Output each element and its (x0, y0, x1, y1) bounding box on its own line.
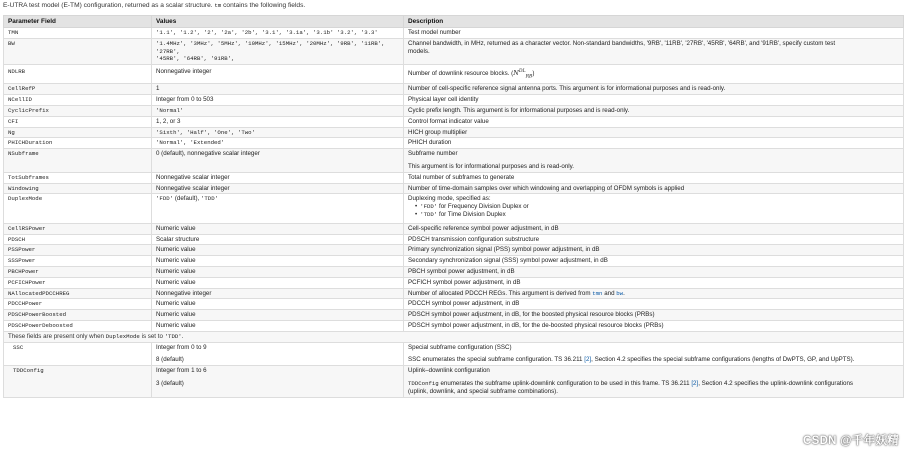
table-row-cellrefp (4, 84, 904, 95)
values-line: '1.4MHz', '3MHz', '5MHz', '10MHz', '15MHz', '20MHz', '9RB', '11RB', '27RB', (156, 39, 385, 55)
field-description: PCFICH symbol power adjustment, in dB (404, 277, 904, 288)
table-row-ssc (4, 342, 904, 366)
field-name: SSSPower (4, 256, 152, 267)
field-description: PDSCH transmission configuration substructure (404, 234, 904, 245)
description-text: and (604, 289, 615, 297)
field-name: PSSPower (4, 245, 152, 256)
table-row-ndlrb (4, 65, 904, 84)
field-description: Cyclic prefix length. This argument is for informational purposes and is read-only. (404, 105, 904, 116)
description-line: SSC enumerates the special subframe configuration. TS 36.211 [2], Section 4.2 specifies the special subframe configurations (lengths of DwPTS, GP, and UpPTS). (408, 356, 855, 364)
table-row-pdsch (4, 234, 904, 245)
field-description (404, 65, 904, 84)
values-line: Integer from 1 to 6 (156, 367, 207, 375)
field-name: BW (4, 38, 152, 64)
table-row-pdschpowerdeboosted (4, 320, 904, 331)
field-values: Numeric value (152, 299, 404, 310)
field-values: Numeric value (152, 310, 404, 321)
table-row-tddconfig (4, 366, 904, 397)
description-line: Uplink–downlink configuration (408, 367, 490, 375)
field-description (404, 342, 904, 366)
note-text: These fields are present only when (8, 332, 104, 340)
list-item: • 'TDD' for Time Division Duplex (415, 211, 899, 219)
field-values: Numeric value (152, 320, 404, 331)
table-row-cyclicprefix (4, 105, 904, 116)
description-line: Duplexing mode, specified as: (408, 195, 491, 203)
intro-text-after: contains the following fields. (223, 2, 306, 9)
note-code: 'TDD' (164, 332, 182, 340)
table-row-nsubframe (4, 149, 904, 173)
field-name: CellRSPower (4, 223, 152, 234)
ndlrb-math-symbol: $N^{DL}_{RB}$ (513, 69, 533, 80)
field-name: PDSCHPowerBoosted (4, 310, 152, 321)
duplex-options-list (408, 203, 899, 219)
field-description: PDSCH symbol power adjustment, in dB, for the de-boosted physical resource blocks (PRBs) (404, 320, 904, 331)
field-values: 'Sixth', 'Half', 'One', 'Two' (152, 127, 404, 138)
field-description: Total number of subframes to generate (404, 172, 904, 183)
reference-link[interactable]: [2] (691, 379, 699, 387)
table-row-tmn (4, 28, 904, 39)
field-values: Nonnegative integer (152, 65, 404, 84)
table-row-psspower (4, 245, 904, 256)
field-values: 'Normal' (152, 105, 404, 116)
field-description: Control format indicator value (404, 116, 904, 127)
values-line: 3 (default) (156, 379, 184, 387)
field-description: Secondary synchronization signal (SSS) symbol power adjustment, in dB (404, 256, 904, 267)
field-name: PCFICHPower (4, 277, 152, 288)
field-description: HICH group multiplier (404, 127, 904, 138)
field-name: DuplexMode (4, 194, 152, 223)
field-name: PBCHPower (4, 266, 152, 277)
parameter-table (3, 15, 904, 398)
field-name: CFI (4, 116, 152, 127)
values-code: 'TDD' (200, 195, 219, 203)
tdd-fields-note (4, 331, 904, 342)
field-description: Number of cell-specific reference signal antenna ports. This argument is for informational purposes and is read-only. (404, 84, 904, 95)
field-description: Test model number (404, 28, 904, 39)
intro-code: tm (214, 2, 222, 9)
field-name: TotSubframes (4, 172, 152, 183)
field-name: CellRefP (4, 84, 152, 95)
header-description: Description (404, 16, 904, 28)
intro-text (3, 2, 305, 9)
note-text: . (181, 332, 184, 340)
bw-link[interactable]: bw (616, 289, 624, 297)
values-text: (default), (174, 195, 200, 203)
values-code: 'FDD' (156, 195, 174, 203)
table-row-phichduration (4, 138, 904, 149)
field-description: Primary synchronization signal (PSS) symbol power adjustment, in dB (404, 245, 904, 256)
description-text: . (623, 289, 625, 297)
values-line: '45RB', '64RB', '91RB', (156, 55, 235, 63)
table-header-row (4, 16, 904, 28)
field-name: TMN (4, 28, 152, 39)
field-description: PBCH symbol power adjustment, in dB (404, 266, 904, 277)
field-description: Number of time-domain samples over which windowing and overlapping of OFDM symbols is applied (404, 183, 904, 194)
field-values: 1 (152, 84, 404, 95)
description-line: models. (408, 47, 430, 55)
field-description: Cell-specific reference symbol power adjustment, in dB (404, 223, 904, 234)
table-row-pcfichpower (4, 277, 904, 288)
table-row-totsubframes (4, 172, 904, 183)
table-row-duplexmode (4, 194, 904, 223)
description-line: Channel bandwidth, in MHz, returned as a character vector. Non-standard bandwidths, '9RB', '11RB', '27RB', '45RB', '64RB', and '91RB', specify custom test (408, 39, 836, 47)
description-tail: ) (532, 70, 535, 78)
field-values (152, 366, 404, 397)
field-values: Numeric value (152, 266, 404, 277)
field-values (152, 38, 404, 64)
field-name: NDLRB (4, 65, 152, 84)
field-description: PDCCH symbol power adjustment, in dB (404, 299, 904, 310)
intro-text-before: E-UTRA test model (E-TM) configuration, returned as a scalar structure. (3, 2, 213, 9)
field-description: PDSCH symbol power adjustment, in dB, for the boosted physical resource blocks (PRBs) (404, 310, 904, 321)
description-line: Special subframe configuration (SSC) (408, 343, 512, 351)
table-row-ng (4, 127, 904, 138)
header-values: Values (152, 16, 404, 28)
field-description (404, 288, 904, 299)
table-row-tdd-note (4, 331, 904, 342)
note-text: is set to (141, 332, 163, 340)
table-row-nallocatedpdcchreg (4, 288, 904, 299)
table-row-ncellid (4, 95, 904, 106)
field-name: PDCCHPower (4, 299, 152, 310)
field-values: 0 (default), nonnegative scalar integer (152, 149, 404, 173)
field-values: Numeric value (152, 256, 404, 267)
description-line: This argument is for informational purposes and is read-only. (408, 162, 574, 170)
field-name: SSC (4, 342, 152, 366)
field-name: PDSCHPowerDeboosted (4, 320, 152, 331)
field-values (152, 342, 404, 366)
watermark: CSDN @千年妖精 (803, 435, 899, 447)
field-name: CyclicPrefix (4, 105, 152, 116)
table-row-bw (4, 38, 904, 64)
table-row-windowing (4, 183, 904, 194)
description-text: Number of allocated PDCCH REGs. This argument is derived from (408, 289, 591, 297)
field-description (404, 366, 904, 397)
table-row-pdcchpower (4, 299, 904, 310)
field-values (152, 194, 404, 223)
description-line: TDDConfig enumerates the subframe uplink-downlink configuration to be used in this frame. TS 36.211 [2], Section 4.2 specifies the uplink-downlink configurations (408, 379, 853, 387)
table-row-pdschpowerboosted (4, 310, 904, 321)
field-values: Numeric value (152, 277, 404, 288)
description-line: Subframe number (408, 150, 458, 158)
table-row-cfi (4, 116, 904, 127)
reference-link[interactable]: [2] (584, 356, 592, 364)
field-values: Integer from 0 to 503 (152, 95, 404, 106)
list-item: • 'FDD' for Frequency Division Duplex or (415, 203, 899, 211)
note-code: DuplexMode (105, 332, 140, 340)
field-values: Nonnegative integer (152, 288, 404, 299)
field-values: '1.1', '1.2', '2', '2a', '2b', '3.1', '3.1a', '3.1b' '3.2', '3.3' (152, 28, 404, 39)
field-description (404, 149, 904, 173)
field-values: Scalar structure (152, 234, 404, 245)
field-name: NSubframe (4, 149, 152, 173)
values-line: 8 (default) (156, 356, 184, 364)
header-parameter-field: Parameter Field (4, 16, 152, 28)
field-name: TDDConfig (4, 366, 152, 397)
description-line: (uplink, downlink, and special subframe combinations). (408, 387, 558, 395)
field-name: NCellID (4, 95, 152, 106)
field-values: Numeric value (152, 245, 404, 256)
field-values: 'Normal', 'Extended' (152, 138, 404, 149)
field-values: Nonnegative scalar integer (152, 172, 404, 183)
field-values: Nonnegative scalar integer (152, 183, 404, 194)
field-name: Windowing (4, 183, 152, 194)
table-row-pbchpower (4, 266, 904, 277)
description-text: Number of downlink resource blocks. ( (408, 70, 514, 78)
field-description: PHICH duration (404, 138, 904, 149)
field-values: Numeric value (152, 223, 404, 234)
field-name: NAllocatedPDCCHREG (4, 288, 152, 299)
tmn-link[interactable]: tmn (592, 289, 603, 297)
field-name: Ng (4, 127, 152, 138)
field-values: 1, 2, or 3 (152, 116, 404, 127)
values-line: Integer from 0 to 9 (156, 343, 207, 351)
field-description (404, 38, 904, 64)
field-description (404, 194, 904, 223)
field-name: PDSCH (4, 234, 152, 245)
table-row-ssspower (4, 256, 904, 267)
table-row-cellrspower (4, 223, 904, 234)
field-name: PHICHDuration (4, 138, 152, 149)
field-description: Physical layer cell identity (404, 95, 904, 106)
